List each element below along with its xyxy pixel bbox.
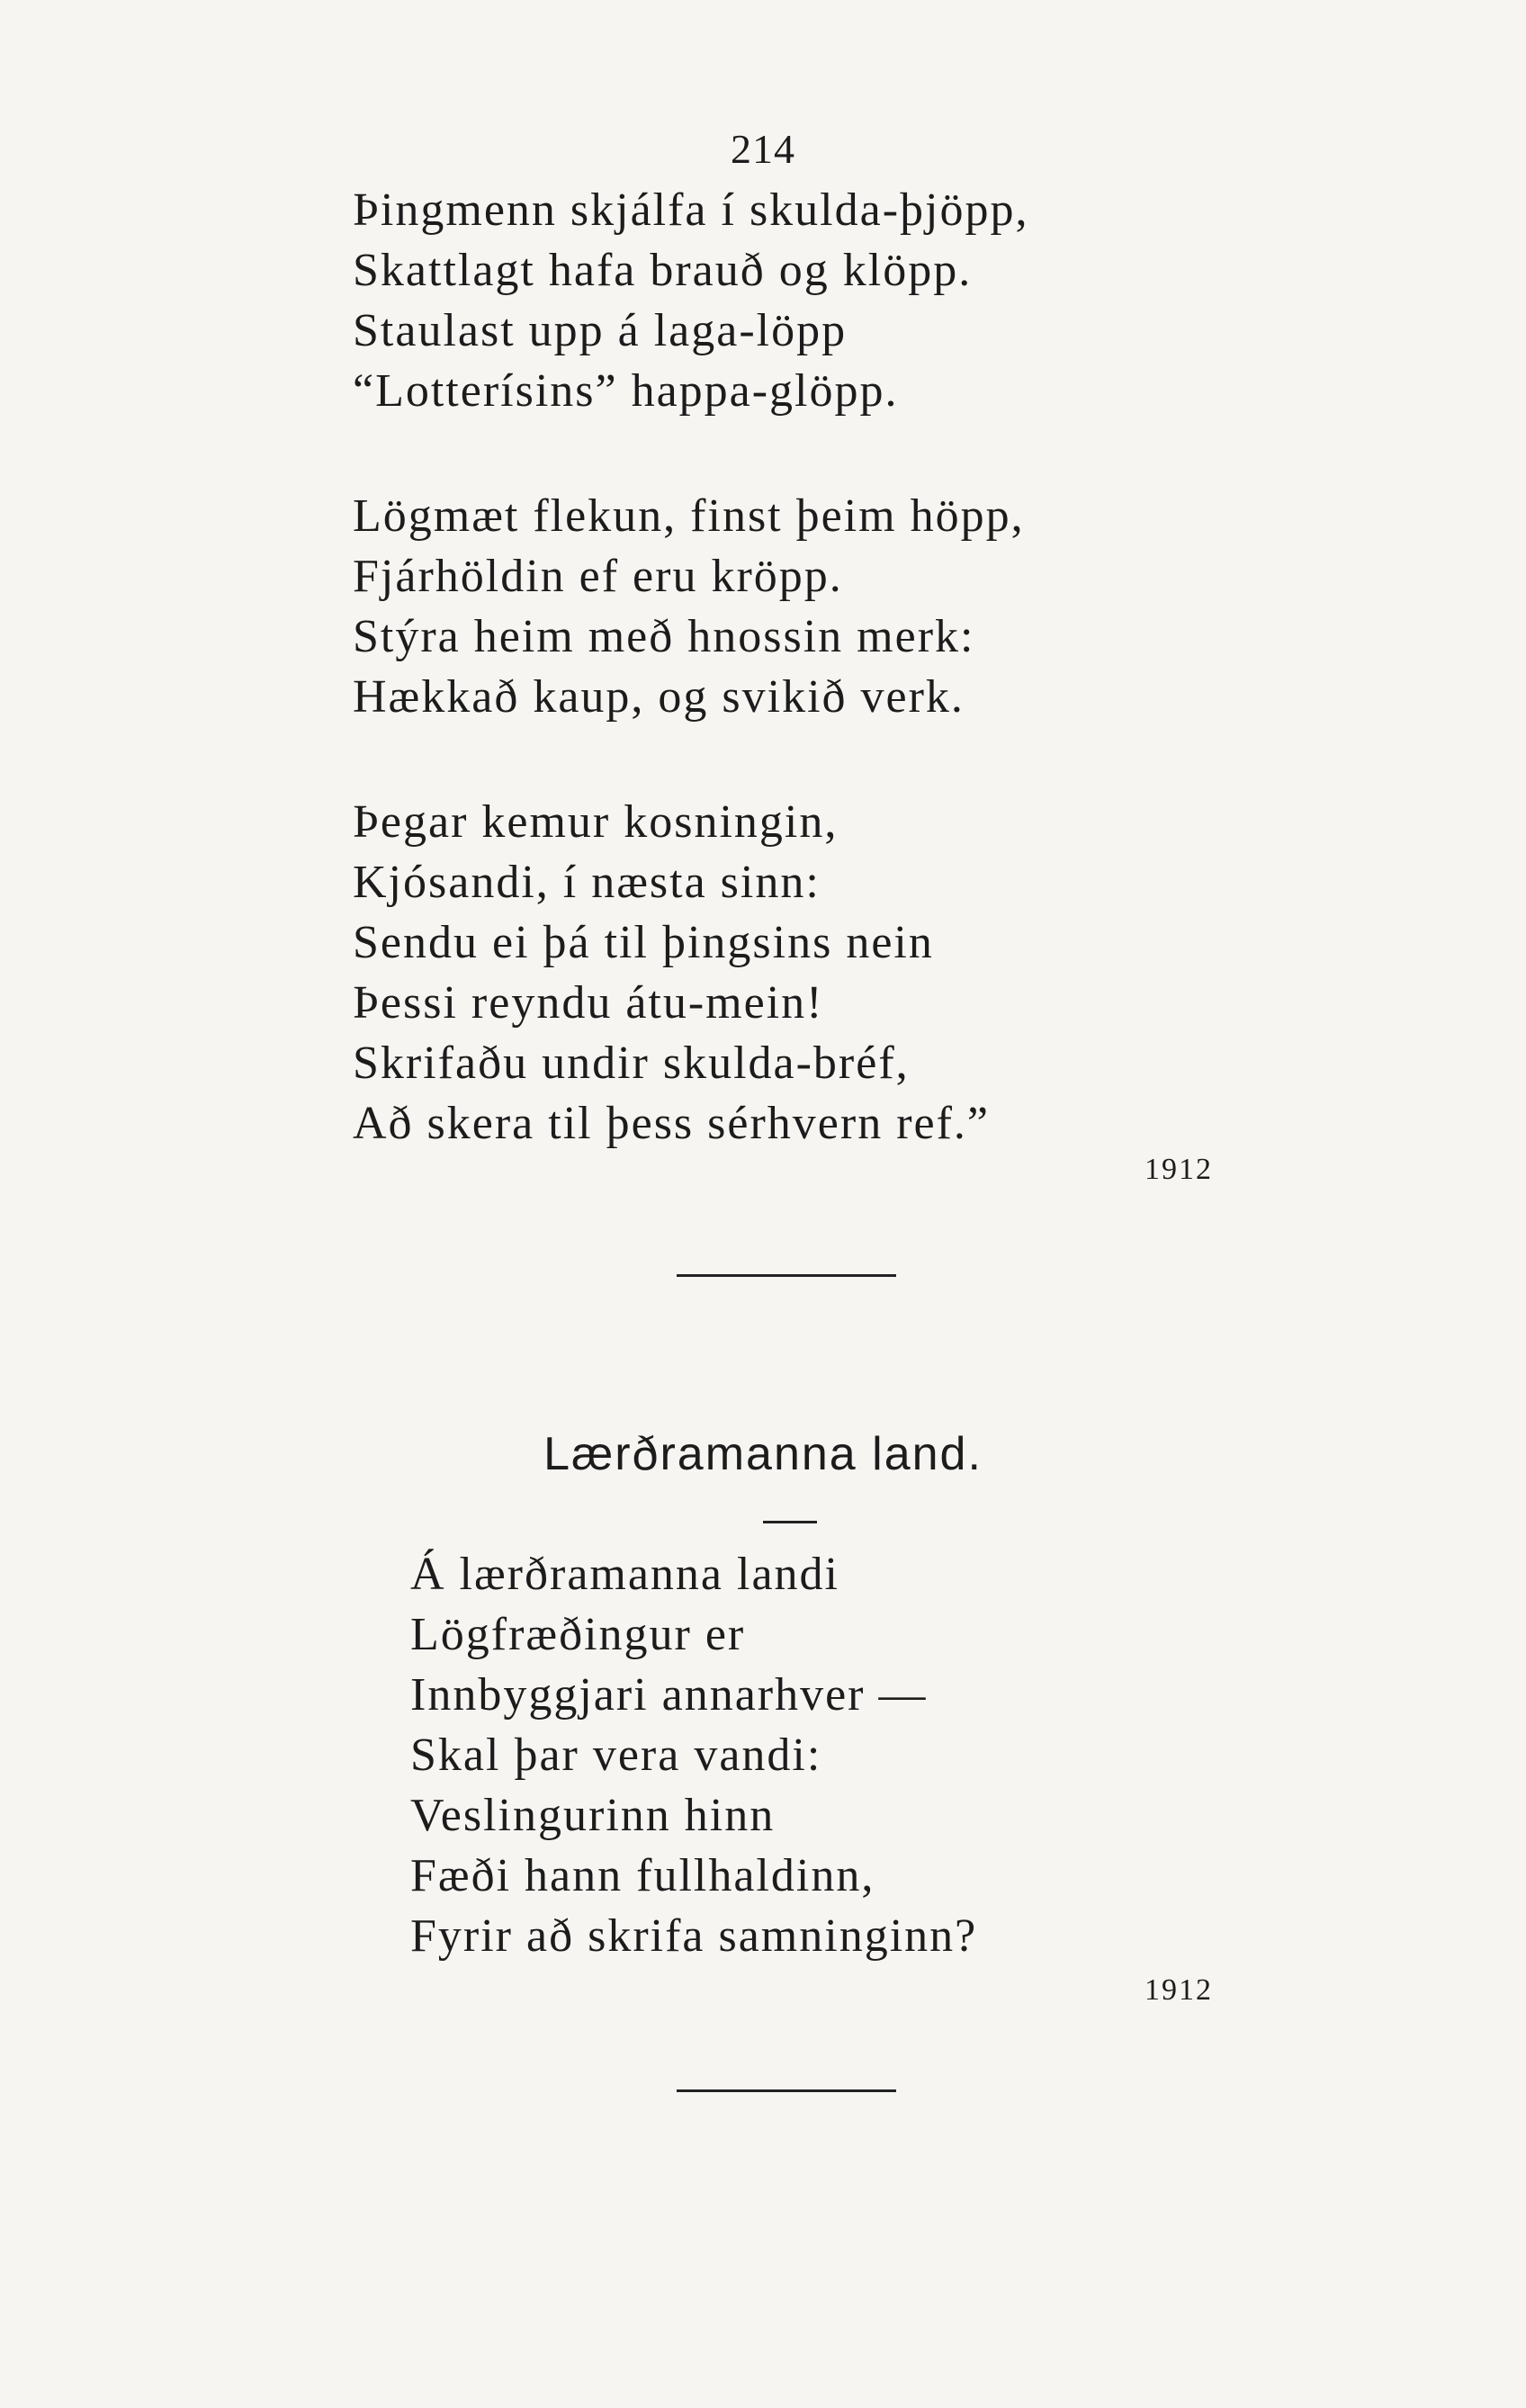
- poem1-stanza-3: [353, 792, 1252, 1154]
- verse-line: Sendu ei þá til þingsins nein: [353, 917, 934, 968]
- verse-line: Þingmenn skjálfa í skulda-þjöpp,: [353, 184, 1029, 236]
- verse-line: “Lotterísins” happa-glöpp.: [353, 365, 899, 417]
- poem1-stanza-1: [353, 180, 1252, 421]
- verse-line: Innbyggjari annarhver —: [410, 1669, 928, 1721]
- section-divider: [677, 1274, 896, 1277]
- title-divider: [763, 1521, 817, 1523]
- verse-line: Þegar kemur kosningin,: [353, 796, 839, 848]
- poem2-stanza: [410, 1544, 1310, 1966]
- verse-line: Kjósandi, í næsta sinn:: [353, 857, 821, 908]
- poem-title: Lærðramanna land.: [543, 1428, 983, 1480]
- verse-line: Fyrir að skrifa samninginn?: [410, 1910, 978, 1962]
- verse-line: Hækkað kaup, og svikið verk.: [353, 671, 965, 723]
- verse-line: Fæði hann fullhaldinn,: [410, 1850, 875, 1901]
- verse-line: Skrifaðu undir skulda-bréf,: [353, 1038, 910, 1089]
- verse-line: Þessi reyndu átu-mein!: [353, 977, 824, 1029]
- verse-line: Stýra heim með hnossin merk:: [353, 611, 975, 662]
- poem2-year: 1912: [1144, 1973, 1213, 2007]
- verse-line: Skattlagt hafa brauð og klöpp.: [353, 245, 973, 296]
- section-divider: [677, 2089, 896, 2092]
- verse-line: Á lærðramanna landi: [410, 1549, 839, 1600]
- verse-line: Að skera til þess sérhvern ref.”: [353, 1098, 990, 1149]
- verse-line: Lögmæt flekun, finst þeim höpp,: [353, 490, 1025, 542]
- poem1-year: 1912: [1144, 1153, 1213, 1186]
- page-number: 214: [731, 126, 795, 172]
- verse-line: Lögfræðingur er: [410, 1609, 746, 1660]
- verse-line: Veslingurinn hinn: [410, 1790, 776, 1841]
- verse-line: Staulast upp á laga-löpp: [353, 305, 848, 356]
- verse-line: Skal þar vera vandi:: [410, 1730, 822, 1781]
- poem1-stanza-2: [353, 486, 1252, 727]
- verse-line: Fjárhöldin ef eru kröpp.: [353, 551, 843, 602]
